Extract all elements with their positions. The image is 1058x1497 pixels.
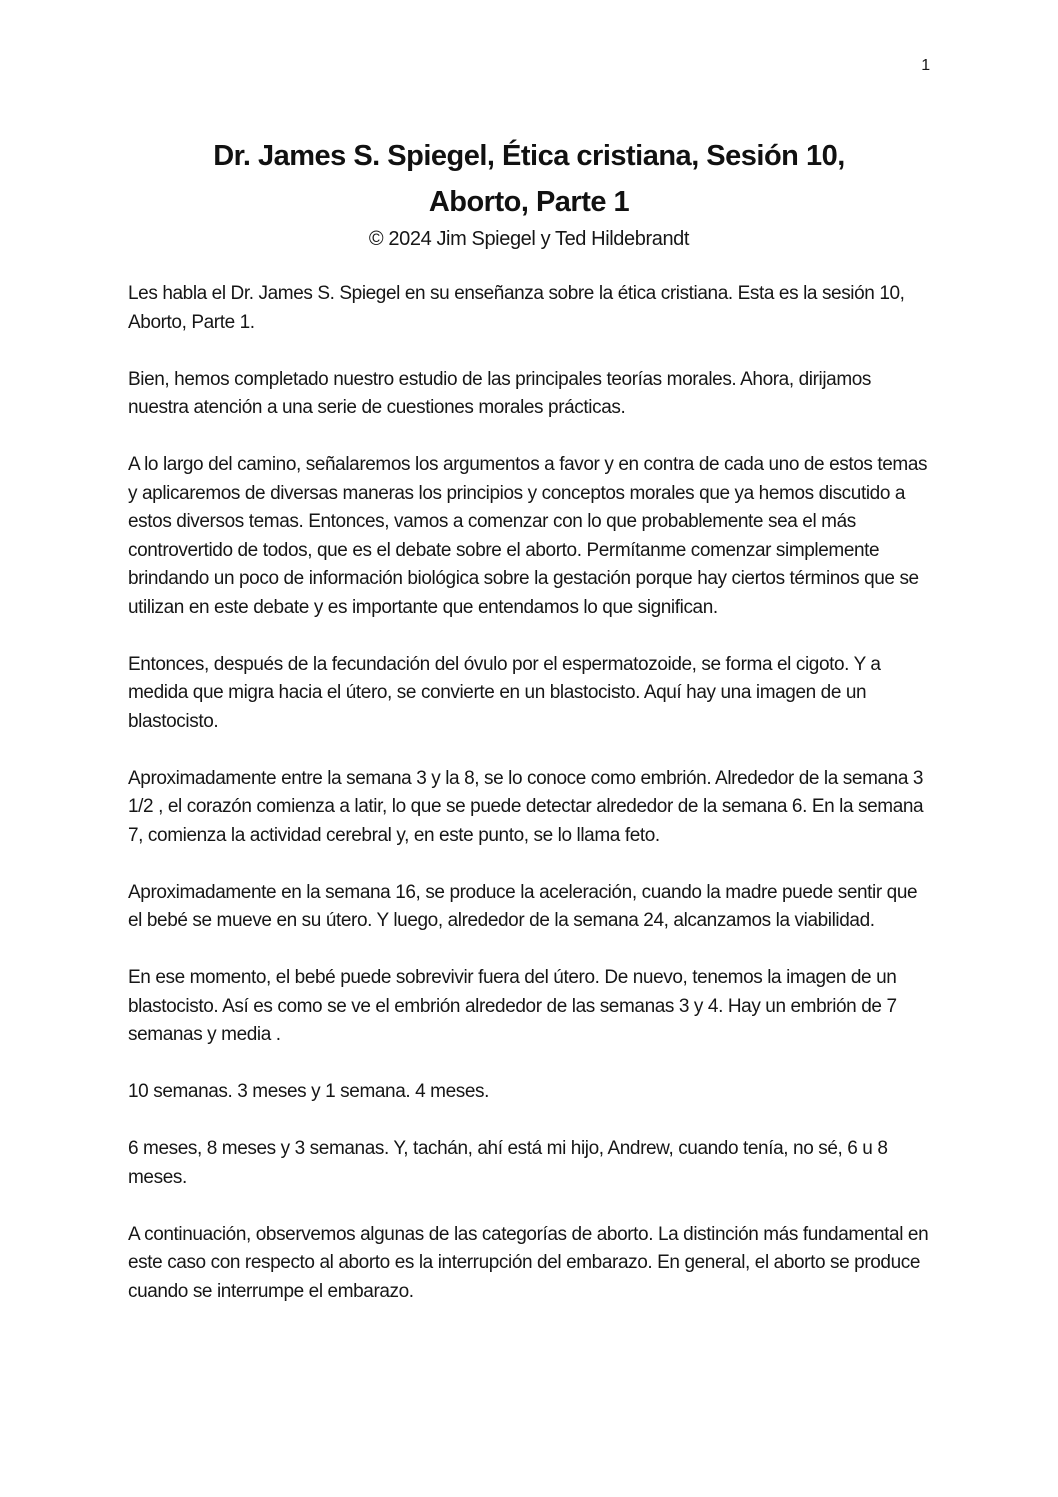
title-line-1: Dr. James S. Spiegel, Ética cristiana, Sesión 10, — [213, 140, 845, 172]
copyright-line: © 2024 Jim Spiegel y Ted Hildebrandt — [368, 228, 690, 250]
body-paragraph-3: A lo largo del camino, señalaremos los argumentos a favor y en contra de cada uno de estos temas y aplicaremos de diversas maneras los principios y conceptos morales que ya hemos discutido a estos diversos temas. Entonces, vamos a comenzar con lo que probablemente sea el más controvertido de todos, que es el debate sobre el aborto. Permítanme comenzar simplemente brindando un poco de información biológica sobre la gestación porque hay ciertos términos que se utilizan en este debate y es importante que entendamos lo que significan. — [128, 454, 928, 618]
title-line-2: Aborto, Parte 1 — [428, 186, 630, 218]
document-header — [128, 133, 930, 252]
body-paragraph-1: Les habla el Dr. James S. Spiegel en su enseñanza sobre la ética cristiana. Esta es la sesión 10, Aborto, Parte 1. — [128, 283, 905, 333]
body-paragraph-6: Aproximadamente en la semana 16, se produce la aceleración, cuando la madre puede sentir que el bebé se mueve en su útero. Y luego, alrededor de la semana 24, alcanzamos la viabilidad. — [128, 881, 918, 931]
body-paragraph-10: A continuación, observemos algunas de las categorías de aborto. La distinción más fundamental en este caso con respecto al aborto es la interrupción del embarazo. En general, el aborto se produce cuando se interrumpe el embarazo. — [128, 1223, 929, 1302]
body-paragraph-8: 10 semanas. 3 meses y 1 semana. 4 meses. — [128, 1081, 490, 1102]
page-number: 1 — [921, 57, 930, 74]
body-paragraph-9: 6 meses, 8 meses y 3 semanas. Y, tachán, ahí está mi hijo, Andrew, cuando tenía, no sé, 6 u 8 meses. — [128, 1138, 888, 1188]
body-paragraph-7: En ese momento, el bebé puede sobrevivir fuera del útero. De nuevo, tenemos la imagen de un blastocisto. Así es como se ve el embrión alrededor de las semanas 3 y 4. Hay un embrión de 7 semanas y media . — [128, 967, 897, 1045]
body-paragraph-4: Entonces, después de la fecundación del óvulo por el espermatozoide, se forma el cigoto. Y a medida que migra hacia el útero, se convierte en un blastocisto. Aquí hay una imagen de un blastocisto. — [128, 653, 881, 732]
document-title — [128, 133, 930, 225]
body-paragraph-5: Aproximadamente entre la semana 3 y la 8, se lo conoce como embrión. Alrededor de la semana 3 1/2 , el corazón comienza a latir, lo que se puede detectar alrededor de la semana 6. En la semana 7, comienza la actividad cerebral y, en este punto, se lo llama feto. — [128, 767, 924, 846]
document-body — [128, 280, 930, 1335]
body-paragraph-2: Bien, hemos completado nuestro estudio de las principales teorías morales. Ahora, dirijamos nuestra atención a una serie de cuestiones morales prácticas. — [128, 368, 872, 418]
